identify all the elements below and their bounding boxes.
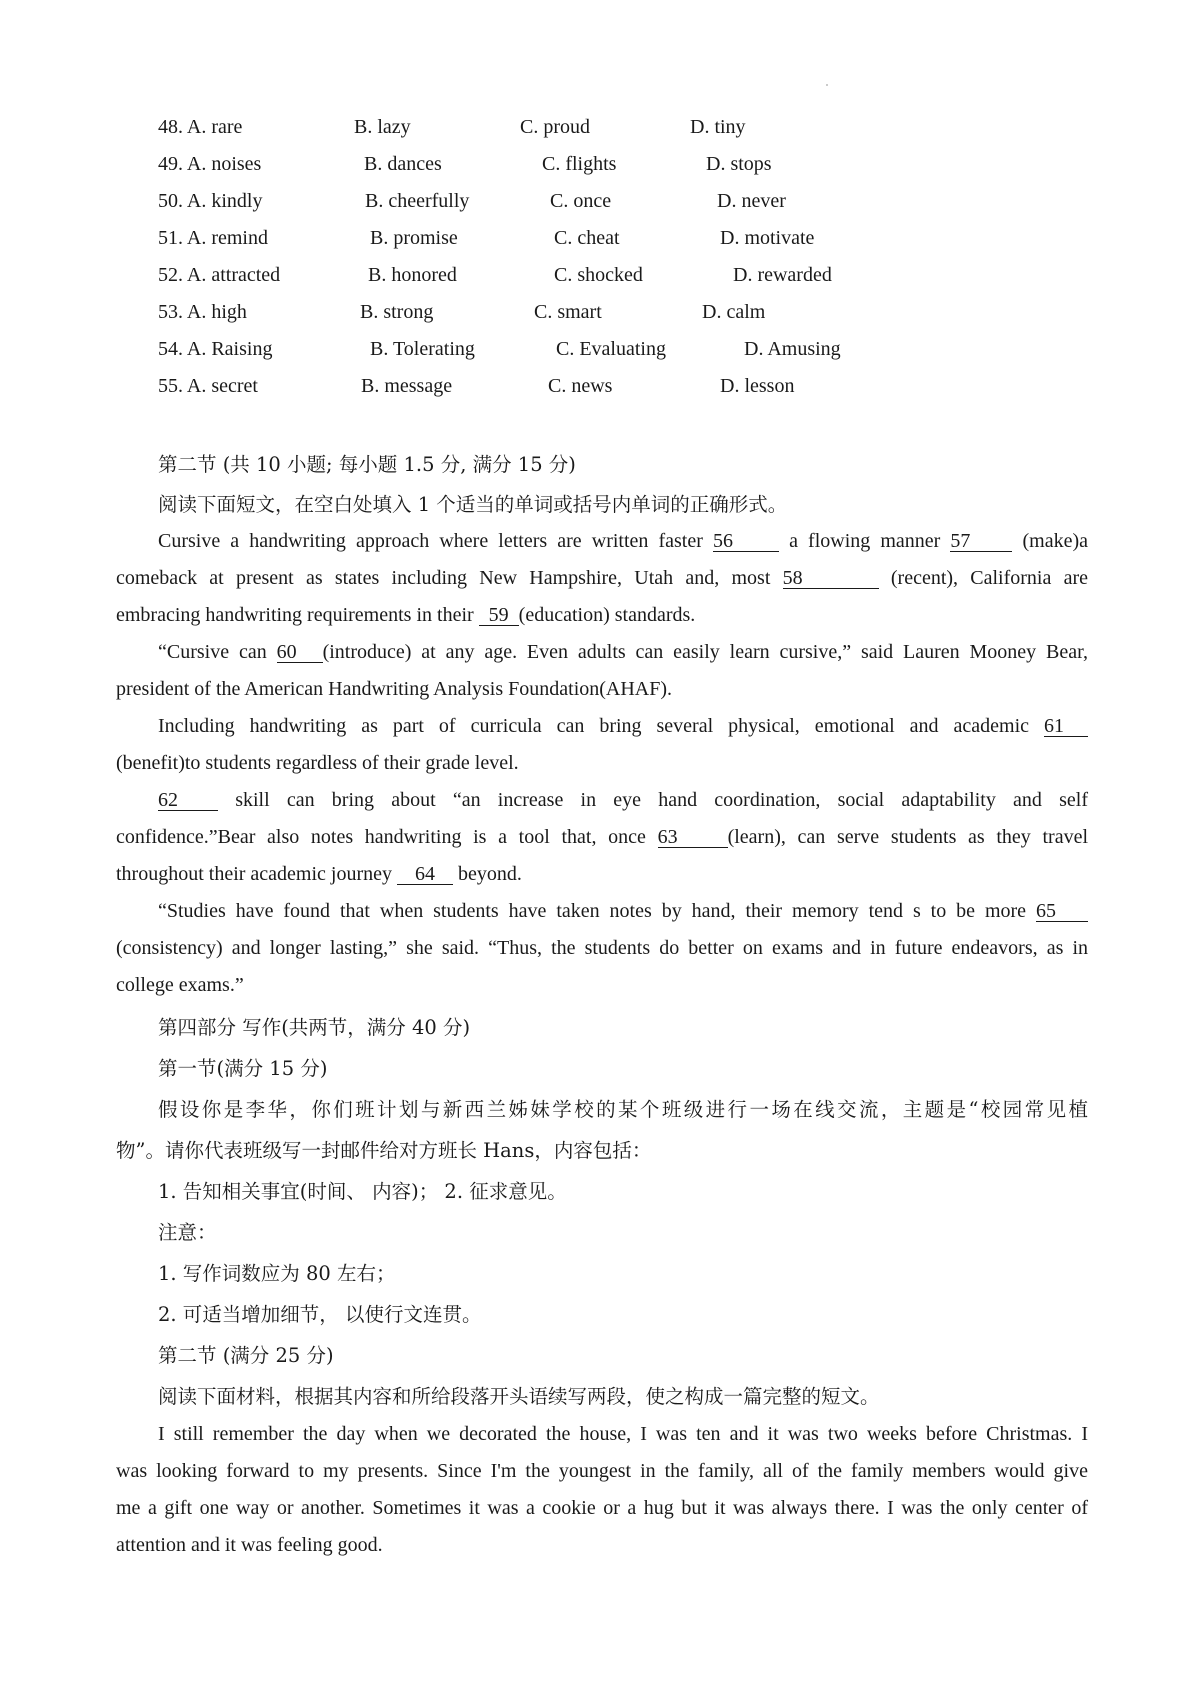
story-line: attention and it was feeling good. (116, 1534, 383, 1556)
option-a: 55. A. secret (158, 375, 258, 397)
passage-line (116, 863, 1088, 886)
blank-58: 58 (783, 568, 879, 589)
option-d: D. lesson (720, 375, 795, 397)
passage-line (116, 604, 1088, 627)
part4-section1-heading: 第一节(满分 15 分) (158, 1057, 328, 1080)
passage-text: (make)a (1022, 530, 1089, 552)
passage-text: (learn), can serve students as they travel (727, 826, 1089, 848)
blank-60: 60 (277, 642, 323, 663)
passage-line: college exams.” (116, 974, 244, 996)
note-item: 1. 写作词数应为 80 左右； (158, 1262, 396, 1285)
option-c: C. news (548, 375, 613, 397)
note-heading: 注意： (158, 1221, 217, 1244)
option-d: D. tiny (690, 116, 746, 138)
option-c: C. smart (534, 301, 602, 323)
option-a: 54. A. Raising (158, 338, 273, 360)
option-d: D. rewarded (733, 264, 832, 286)
option-d: D. stops (706, 153, 772, 175)
passage-text: (introduce) at any age. Even adults can easily learn cursive,” said Lauren Mooney Bear, (322, 641, 1088, 663)
option-d: D. calm (702, 301, 766, 323)
blank-56: 56 (713, 531, 779, 552)
section2-instruction: 阅读下面材料，根据其内容和所给段落开头语续写两段，使之构成一篇完整的短文。 (158, 1385, 880, 1408)
option-d: D. Amusing (744, 338, 841, 360)
story-line: was looking forward to my presents. Since I'm the youngest in the family, all of the family members would give (116, 1460, 1088, 1482)
scan-speck (826, 84, 828, 86)
passage-text: confidence.”Bear also notes handwriting is a tool that, once (116, 826, 646, 848)
option-a: 49. A. noises (158, 153, 262, 175)
option-a: 50. A. kindly (158, 190, 263, 212)
passage-text: beyond. (458, 863, 522, 885)
passage-line (116, 826, 1088, 849)
note-item: 2. 可适当增加细节， 以使行文连贯。 (158, 1303, 482, 1326)
passage-text: “Studies have found that when students have taken notes by hand, their memory tend s to be more (158, 900, 1027, 922)
blank-62: 62 (158, 790, 218, 811)
option-b: B. dances (364, 153, 442, 175)
part4-heading: 第四部分 写作(共两节，满分 40 分) (158, 1016, 471, 1039)
passage-line (158, 530, 1088, 553)
option-b: B. Tolerating (370, 338, 475, 360)
blank-64: 64 (397, 864, 453, 885)
passage-line (158, 715, 1088, 738)
passage-text: embracing handwriting requirements in their (116, 604, 474, 626)
option-b: B. message (361, 375, 453, 397)
option-b: B. promise (370, 227, 458, 249)
story-line: I still remember the day when we decorated the house, I was ten and it was two weeks before Christmas. I (158, 1423, 1088, 1445)
passage-text: Cursive a handwriting approach where letters are written faster (158, 530, 703, 552)
option-d: D. motivate (720, 227, 815, 249)
option-b: B. honored (368, 264, 457, 286)
passage-text: throughout their academic journey (116, 863, 393, 885)
writing-prompt-line: 1. 告知相关事宜(时间、 内容)； 2. 征求意见。 (158, 1180, 567, 1203)
story-line: me a gift one way or another. Sometimes it was a cookie or a hug but it was always there. I was the only center of (116, 1497, 1088, 1519)
option-a: 53. A. high (158, 301, 247, 323)
passage-text: skill can bring about “an increase in eye hand coordination, social adaptability and self (235, 789, 1088, 811)
blank-63: 63 (658, 827, 728, 848)
option-b: B. lazy (354, 116, 411, 138)
blank-61: 61 (1044, 716, 1088, 737)
blank-57: 57 (950, 531, 1012, 552)
part4-section2-heading: 第二节 (满分 25 分) (158, 1344, 334, 1367)
option-d: D. never (717, 190, 786, 212)
passage-line: (benefit)to students regardless of their grade level. (116, 752, 519, 774)
passage-line (158, 789, 1088, 812)
passage-text: (education) standards. (518, 604, 696, 626)
option-c: C. cheat (554, 227, 620, 249)
option-b: B. strong (360, 301, 434, 323)
passage-text: comeback at present as states including New Hampshire, Utah and, most (116, 567, 771, 589)
passage-text: a flowing manner (789, 530, 941, 552)
option-c: C. Evaluating (556, 338, 666, 360)
blank-59: 59 (479, 605, 519, 626)
option-b: B. cheerfully (365, 190, 470, 212)
blank-65: 65 (1036, 901, 1088, 922)
section2-instruction: 阅读下面短文，在空白处填入 1 个适当的单词或括号内单词的正确形式。 (158, 493, 788, 516)
writing-prompt-line: 物”。请你代表班级写一封邮件给对方班长 Hans，内容包括： (116, 1139, 652, 1162)
passage-text: Including handwriting as part of curricula can bring several physical, emotional and academic (158, 715, 1030, 737)
option-a: 52. A. attracted (158, 264, 281, 286)
writing-prompt-line: 假设你是李华，你们班计划与新西兰姊妹学校的某个班级进行一场在线交流，主题是“校园常见植 (158, 1098, 1088, 1121)
option-c: C. once (550, 190, 612, 212)
passage-line: (consistency) and longer lasting,” she said. “Thus, the students do better on exams and in future endeavors, as in (116, 937, 1088, 959)
option-c: C. proud (520, 116, 590, 138)
passage-line: president of the American Handwriting Analysis Foundation(AHAF). (116, 678, 673, 700)
option-a: 51. A. remind (158, 227, 268, 249)
passage-line (158, 900, 1088, 923)
passage-text: (recent), California are (890, 567, 1089, 589)
passage-line (116, 567, 1088, 590)
option-a: 48. A. rare (158, 116, 243, 138)
section2-heading: 第二节 (共 10 小题; 每小题 1.5 分, 满分 15 分) (158, 453, 576, 476)
option-c: C. flights (542, 153, 617, 175)
passage-line (158, 641, 1088, 664)
option-c: C. shocked (554, 264, 643, 286)
passage-text: “Cursive can (158, 641, 267, 663)
